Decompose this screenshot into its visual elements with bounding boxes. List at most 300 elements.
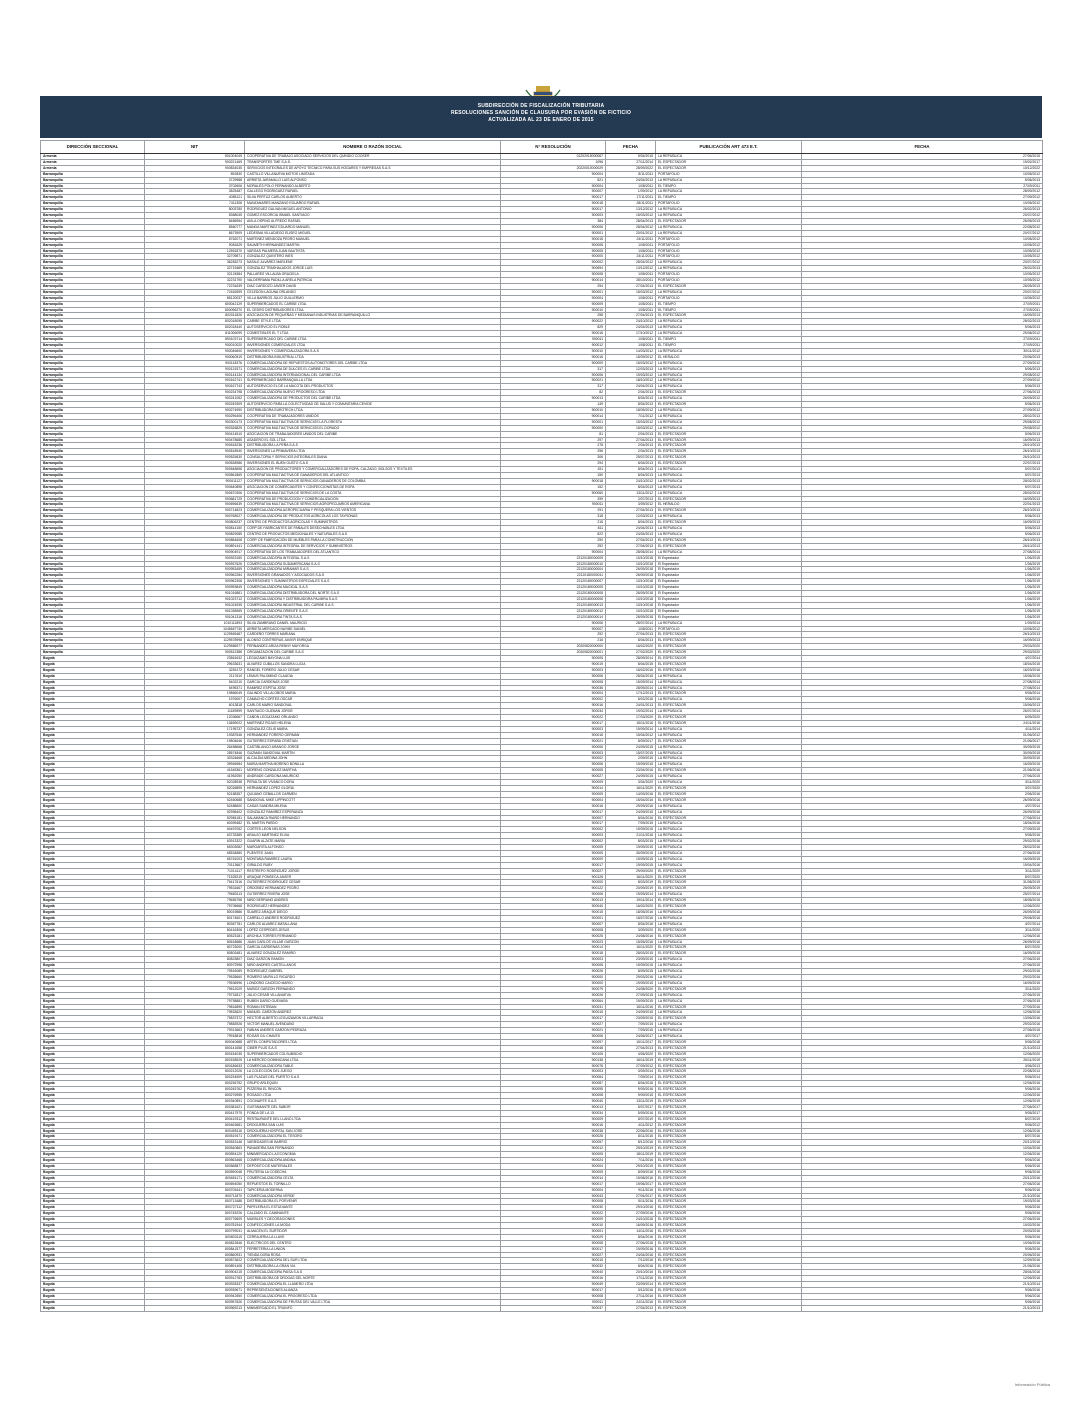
cell-direccion: Bogotá [41,1205,145,1211]
cell-direccion: Bogotá [41,1004,145,1010]
cell-resolucion: 01202015000067 [501,154,606,160]
cell-direccion: Bogotá [41,998,145,1004]
cell-fecha-publicacion: 21/06/2017 [802,738,1043,744]
cell-nit: 800236752 [145,1081,245,1087]
cell-nombre: CASTILLO VILLANUEVA MOTOS LIMITADA [245,171,501,177]
cell-direccion: Barranquilla [41,543,145,549]
cell-resolucion: 900016 [501,703,606,709]
cell-fecha-publicacion: 4/07/2014 [802,921,1043,927]
cell-direccion: Barranquilla [41,431,145,437]
cell-direccion: Bogotá [41,1022,145,1028]
cell-direccion: Bogotá [41,1234,145,1240]
cell-publicacion: LA REPUBLICA [656,177,802,183]
cell-publicacion: EL ESPECTADOR [656,1163,802,1169]
cell-nombre: ALCALDIA MEDINA JOHN [245,756,501,762]
cell-fecha: 8/09/2015 [606,969,656,975]
cell-resolucion: 900005 [501,850,606,856]
cell-direccion: Barranquilla [41,402,145,408]
cell-publicacion: LA REPUBLICA [656,230,802,236]
cell-publicacion: EL ESPECTADOR [656,1104,802,1110]
header-subtitle: RESOLUCIONES SANCIÓN DE CLAUSURA POR EVASIÓN DE FICTICIO [450,110,632,116]
cell-publicacion: EL ESPECTADOR [656,986,802,992]
cell-resolucion: 900002 [501,260,606,266]
cell-direccion: Barranquilla [41,325,145,331]
cell-nombre: CERRAJERIA LA LLAVE [245,1234,501,1240]
cell-direccion: Barranquilla [41,490,145,496]
cell-resolucion: 900002 [501,756,606,762]
cell-direccion: Barranquilla [41,384,145,390]
cell-fecha-publicacion: 1/06/2019 [802,555,1043,561]
cell-fecha: 24/09/2015 [606,744,656,750]
cell-resolucion: 900087 [501,1081,606,1087]
cell-nombre: EL CEDRO DISTRIBUIDORES LTDA. [245,307,501,313]
cell-direccion: Armenia [41,165,145,171]
cell-publicacion: LA REPUBLICA [656,856,802,862]
cell-nombre: LEDESMA VILLADIEGO ELISEO MIGUEL [245,230,501,236]
cell-resolucion: 900008 [501,242,606,248]
cell-publicacion: LA REPUBLICA [656,980,802,986]
cell-nit: 80174601 [145,915,245,921]
cell-fecha: 3/09/2020 [606,927,656,933]
cell-nombre: INVERSIONES LA PRIMAVERA LTDA [245,449,501,455]
cell-publicacion: PORTAFOLIO [656,295,802,301]
cell-nit: 900249309 [145,402,245,408]
cell-fecha-publicacion: 29/08/2012 [802,331,1043,337]
cell-nit: 900131571 [145,366,245,372]
cell-fecha-publicacion: 10/05/2012 [802,272,1043,278]
cell-fecha: 18/10/2012 [606,378,656,384]
cell-fecha: 22/06/2016 [606,1128,656,1134]
cell-direccion: Barranquilla [41,230,145,236]
cell-resolucion: 900017 [501,721,606,727]
cell-nit: 800860931 [145,1252,245,1258]
cell-nombre: GUTIERREZ RIVERA JOSE [245,892,501,898]
cell-nombre: GRUPO ARLEQUÍN [245,1081,501,1087]
cell-direccion: Bogotá [41,1045,145,1051]
cell-direccion: Bogotá [41,874,145,880]
cell-fecha-publicacion: 1/06/2019 [802,567,1043,573]
cell-resolucion: 900006 [501,224,606,230]
cell-nombre: PUENTES JUAN [245,850,501,856]
cell-direccion: Bogotá [41,1087,145,1093]
cell-nombre: SUPERMERCADOS EL CARIBE LTDA. [245,301,501,307]
cell-nombre: INVERSIONES GRANADOS Y ASOCIADOS S.A.S [245,573,501,579]
cell-nombre: INVERSIONES Y COMERCIALIZADORA S.A.S [245,348,501,354]
cell-publicacion: LA REPUBLICA [656,154,802,160]
cell-resolucion: 900003 [501,213,606,219]
cell-nit: 900234798 [145,390,245,396]
cell-nit: 800234509 [145,1075,245,1081]
cell-fecha-publicacion: 29/03/2020 [802,650,1043,656]
cell-fecha: 14/03/2016 [606,791,656,797]
cell-publicacion: LA REPUBLICA [656,750,802,756]
cell-resolucion: 900138 [501,1057,606,1063]
cell-fecha-publicacion: 1/06/2019 [802,561,1043,567]
cell-fecha-publicacion: 26/10/2013 [802,632,1043,638]
cell-resolucion: 900014 [501,945,606,951]
cell-direccion: Barranquilla [41,278,145,284]
cell-nit: 800568877 [145,1163,245,1169]
cell-nombre: GUSTAMANTE DEL SABOR [245,1104,501,1110]
cell-fecha: 24/11/2011 [606,236,656,242]
cell-resolucion: 900006 [501,372,606,378]
cell-direccion: Bogotá [41,1010,145,1016]
cell-direccion: Bogotá [41,980,145,986]
cell-publicacion: EL ESPECTADOR [656,715,802,721]
cell-nombre: CARLOS MARIO SANDOVAL [245,703,501,709]
cell-publicacion: LA REPUBLICA [656,726,802,732]
cell-direccion: Bogotá [41,986,145,992]
cell-fecha-publicacion: 10/02/2016 [802,1223,1043,1229]
cell-nombre: COOPERATIVA MULTIACTIVA DE SERVICIOS EL DORADO [245,425,501,431]
cell-publicacion: EL ESPECTADOR [656,1057,802,1063]
cell-resolucion: 900004 [501,549,606,555]
cell-direccion: Armenia [41,159,145,165]
cell-nombre: PANADERÍA SAN FERNANDO [245,1146,501,1152]
cell-direccion: Bogotá [41,969,145,975]
cell-nit: 79883926 [145,1022,245,1028]
column-header-nombre: NOMBRE O RAZÓN SOCIAL [245,141,501,154]
cell-direccion: Barranquilla [41,272,145,278]
cell-nit: 12036667 [145,715,245,721]
cell-publicacion: LA REPUBLICA [656,892,802,898]
cell-fecha: 19/02/2014 [606,709,656,715]
cell-nit: 800781944 [145,1223,245,1229]
cell-nit: 900814150 [145,526,245,532]
cell-nombre: AUTOSERVICIO EL ROBLE [245,325,501,331]
cell-fecha: 24/04/2013 [606,526,656,532]
cell-resolucion: 294 [501,283,606,289]
cell-nombre: COMERCIALIZADORA DE REPUESTOS AUTOMOTORES DEL CARIBE LTDA [245,360,501,366]
cell-direccion: Armenia [41,154,145,160]
cell-resolucion: 900003 [501,726,606,732]
cell-resolucion: 900006 [501,762,606,768]
cell-nombre: GUARIN ALZATE MARIA [245,839,501,845]
cell-direccion: Bogotá [41,685,145,691]
cell-nombre: MANUEL GARZON ANDREZ [245,1010,501,1016]
cell-publicacion: LA REPUBLICA [656,1022,802,1028]
cell-resolucion: 150 [501,472,606,478]
cell-publicacion: PORTAFOLIO [656,626,802,632]
cell-nombre: GOMEZ ESCORCIA ISMAEL SANTIAGO [245,213,501,219]
cell-fecha-publicacion: 3/07/2020 [802,785,1043,791]
cell-resolucion: 900022 [501,319,606,325]
cell-fecha: 9/09/2015 [606,1093,656,1099]
cell-publicacion: EL ESPECTADOR [656,1246,802,1252]
cell-direccion: Barranquilla [41,591,145,597]
cell-resolucion: 900017 [501,821,606,827]
cell-nit: 800590048 [145,1169,245,1175]
cell-publicacion: EL ESPECTADOR [656,927,802,933]
cell-nombre: COOPERATIVA MULTIACTIVA DE SERVICIOS AGROPECUARIOS AMERICANA [245,502,501,508]
cell-resolucion: 290 [501,537,606,543]
cell-nombre: ELECTRICOS DEL CENTRO [245,1240,501,1246]
cell-fecha-publicacion: 3/11/2020 [802,986,1043,992]
cell-publicacion: EL ESPECTADOR [656,785,802,791]
cell-nombre: MARTINEZ ROJAS HELENA [245,721,501,727]
cell-fecha-publicacion: 27/06/2015 [802,998,1043,1004]
cell-direccion: Bogotá [41,697,145,703]
cell-nombre: JUAN CARLOS VILLAR GARZON [245,939,501,945]
cell-fecha-publicacion: 5/06/2013 [802,514,1043,520]
cell-nombre: AVILA OSPINO ALFREDO RAFAEL [245,218,501,224]
cell-nit: 80723000 [145,945,245,951]
cell-publicacion: EL ESPECTADOR [656,815,802,821]
cell-publicacion: EL ESPECTADOR [656,449,802,455]
cell-direccion: Barranquilla [41,620,145,626]
cell-publicacion: El Espectador [656,608,802,614]
cell-direccion: Bogotá [41,1110,145,1116]
cell-resolucion: 900038 [501,1128,606,1134]
cell-publicacion: PORTAFOLIO [656,236,802,242]
cell-direccion: Bogotá [41,1252,145,1258]
cell-fecha-publicacion: 27/08/2014 [802,685,1043,691]
cell-nit: 900937626 [145,561,245,567]
cell-direccion: Bogotá [41,1128,145,1134]
cell-nit: 800340891 [145,1099,245,1105]
cell-fecha-publicacion: 8/07/2020 [802,945,1043,951]
cell-resolucion: 22120180000011 [501,573,606,579]
cell-resolucion: 900009 [501,301,606,307]
cell-nit: 900768027 [145,514,245,520]
cell-direccion: Barranquilla [41,608,145,614]
cell-fecha: 19/09/2015 [606,845,656,851]
cell-publicacion: LA REPUBLICA [656,360,802,366]
cell-fecha-publicacion: 9/06/2016 [802,1211,1043,1217]
cell-direccion: Bogotá [41,756,145,762]
cell-direccion: Bogotá [41,780,145,786]
cell-direccion: Barranquilla [41,372,145,378]
cell-publicacion: EL ESPECTADOR [656,904,802,910]
cell-nombre: DISTRIBUIDORA EL PORVENIR [245,1199,501,1205]
cell-fecha-publicacion: 27/06/2014 [802,815,1043,821]
cell-direccion: Bogotá [41,974,145,980]
cell-publicacion: EL ESPECTADOR [656,1234,802,1240]
cell-direccion: Barranquilla [41,195,145,201]
cell-direccion: Bogotá [41,1175,145,1181]
cell-nombre: RAMIREZ ESPITIA JOSE [245,685,501,691]
cell-direccion: Bogotá [41,1099,145,1105]
cell-direccion: Bogotá [41,1270,145,1276]
cell-nombre: PAPELERIA EL ESTUDIANTE [245,1205,501,1211]
cell-fecha: 19/09/2015 [606,980,656,986]
cell-nit: 32719489 [145,266,245,272]
table-header-row [41,141,1043,154]
cell-nit: 800776609 [145,1217,245,1223]
cell-fecha-publicacion: 9/06/2016 [802,1246,1043,1252]
cell-fecha-publicacion: 19/02/2017 [802,159,1043,165]
cell-fecha: 15/04/2016 [606,797,656,803]
cell-fecha-publicacion: 27/09/2011 [802,183,1043,189]
cell-publicacion: LA REPUBLICA [656,266,802,272]
cell-direccion: Bogotá [41,1299,145,1305]
cell-resolucion: 22120180000013 [501,602,606,608]
cell-nombre: COMERCIALIZADORA TINTA S.A.S [245,614,501,620]
cell-fecha: 1/08/2011 [606,337,656,343]
cell-direccion: Bogotá [41,768,145,774]
cell-resolucion: 900002 [501,827,606,833]
cell-direccion: Bogotá [41,1163,145,1169]
cell-nombre: ASOCIACION DE PRODUCTORES Y COMERCIALIZADORES DE ROPA, CALZADO, BOLSOS Y TEXTILES [245,467,501,473]
cell-resolucion: 152 [501,484,606,490]
cell-nombre: AUTOSERVICIO PARA LA COLECTIVIDAD DE SALUD Y COMUNITARIA CEVIDE [245,402,501,408]
cell-fecha: 20/09/2019 [606,886,656,892]
cell-nit: 52026895 [145,785,245,791]
cell-nit: 900806237 [145,520,245,526]
cell-nombre: GUTIERREZ ESPAÑA CRISTIAN [245,738,501,744]
cell-nombre: COMERCIALIZADORA INTERNACIONAL DEL CARIBE LTDA [245,372,501,378]
cell-resolucion: 900021 [501,1028,606,1034]
cell-nombre: COMERCIALIZADORA DE FRUTAS DEL VALLE LTDA [245,1299,501,1305]
cell-publicacion: EL ESPECTADOR [656,868,802,874]
cell-fecha: 29/10/2016 [606,1205,656,1211]
cell-nombre: COOPERATIVA DE PRODUCCION Y COMERCIALIZACION [245,496,501,502]
cell-fecha: 28/05/2014 [606,549,656,555]
cell-nit: 802018095 [145,319,245,325]
cell-fecha: 9/11/2016 [606,1187,656,1193]
cell-resolucion: 900009 [501,856,606,862]
cell-publicacion: EL ESPECTADOR [656,1075,802,1081]
cell-resolucion: 900040 [501,1270,606,1276]
cell-resolucion: 900097 [501,1039,606,1045]
cell-nit: 800419312 [145,1116,245,1122]
column-header-resolucion: N° RESOLUCIÓN [501,141,606,154]
cell-nombre: JULIO CESAR VILLANUEVA [245,992,501,998]
cell-nombre: DISTRIBUIDORA LA GRAN VIA [245,1264,501,1270]
cell-nombre: SUPERMERCADO BARRANQUILLA LTDA [245,378,501,384]
cell-publicacion: LA REPUBLICA [656,1034,802,1040]
cell-nombre: SAUMETH HERNANDEZ MARTIN [245,242,501,248]
cell-direccion: Barranquilla [41,419,145,425]
cell-nit: 52488600 [145,803,245,809]
cell-publicacion: LA REPUBLICA [656,992,802,998]
cell-publicacion: LA REPUBLICA [656,850,802,856]
cell-nit: 800158525 [145,1057,245,1063]
cell-resolucion: 900015 [501,910,606,916]
cell-nombre: COOPERATIVA DE TRABAJADORES UNIDOS [245,413,501,419]
cell-nombre: NIÑO SERRANO ANDRES [245,898,501,904]
cell-direccion: Bogotá [41,1057,145,1063]
cell-nombre: COMERCIALIZADORA DEL SUR LTDA [245,1258,501,1264]
cell-fecha: 19/09/2015 [606,998,656,1004]
cell-nombre: VARGAS PALMERA JUAN BAUTISTA [245,248,501,254]
cell-nombre: CENTRO DE PRODUCTOS AGRICOLAS Y SUMINISTROS [245,520,501,526]
cell-direccion: Bogotá [41,815,145,821]
cell-fecha: 8/04/2016 [606,1234,656,1240]
cell-nombre: LONDOÑO CAICEDO MARIO [245,980,501,986]
cell-nombre: COMERCIALIZADORA MAGICAL S.A.S [245,585,501,591]
cell-nit: 80972998 [145,963,245,969]
cell-fecha-publicacion: 15/06/2015 [802,673,1043,679]
cell-publicacion: EL ESPECTADOR [656,461,802,467]
cell-fecha: 8/04/2016 [606,1264,656,1270]
cell-publicacion: EL ESPECTADOR [656,1175,802,1181]
cell-nombre: INVERSIONES EL BUEN GUSTO S.A.S [245,461,501,467]
cell-nombre: CENTRO DE PRODUCTOS MEDICINALES Y NATURALES S.A.S [245,532,501,538]
cell-fecha: 10/10/2018 [606,596,656,602]
cell-nombre: INVERSIONES Y SUMINISTROS ESPECIALES S.A.S [245,579,501,585]
cell-direccion: Bogotá [41,703,145,709]
cell-direccion: Barranquilla [41,502,145,508]
cell-fecha: 13/11/2012 [606,490,656,496]
cell-publicacion: EL ESPECTADOR [656,437,802,443]
cell-nombre: DROGUERÍA HOSPITAL SAN JOSE [245,1128,501,1134]
cell-nombre: FABIAN ANDRES GARZON PEDRAZA [245,1028,501,1034]
cell-publicacion: LA REPUBLICA [656,762,802,768]
cell-nombre: LAS PLAZAS DEL PUERTO S.A.S [245,1075,501,1081]
cell-fecha: 15/03/2012 [606,419,656,425]
cell-nit: 8486954 [145,218,245,224]
cell-direccion: Barranquilla [41,425,145,431]
cell-nit: 3729988 [145,177,245,183]
cell-fecha: 8/09/2017 [606,738,656,744]
cell-nit: 80823807 [145,957,245,963]
cell-fecha: 1/09/2012 [606,189,656,195]
cell-publicacion: LA REPUBLICA [656,224,802,230]
cell-publicacion: EL ESPECTADOR [656,537,802,543]
cell-publicacion: LA REPUBLICA [656,526,802,532]
cell-direccion: Bogotá [41,667,145,673]
cell-fecha: 24/10/2012 [606,478,656,484]
cell-nombre: MORENO GONZALEZ MARTHA [245,768,501,774]
cell-publicacion: LA REPUBLICA [656,998,802,1004]
cell-nit: 80618686 [145,939,245,945]
cell-nombre: DISTRIBUIDORA EUROTECH LTDA [245,407,501,413]
cell-fecha-publicacion: 20/12/2016 [802,1140,1043,1146]
cell-nit: 1129578998 [145,638,245,644]
cell-nombre: NATALE ALVAREZ MARLENE [245,260,501,266]
cell-direccion: Barranquilla [41,189,145,195]
cell-fecha-publicacion: 21/10/2016 [802,1193,1043,1199]
cell-nit: 900518236 [145,443,245,449]
cell-fecha-publicacion: 10/05/2012 [802,242,1043,248]
cell-nombre: CONFECCIONES LA MODA [245,1223,501,1229]
cell-resolucion: 900002 [501,697,606,703]
cell-nombre: MINIMERCADO EL TRIUNFO [245,1305,501,1311]
cell-direccion: Bogotá [41,1181,145,1187]
cell-resolucion: 900016 [501,1122,606,1128]
cell-direccion: Barranquilla [41,301,145,307]
cell-resolucion: 900036 [501,685,606,691]
cell-resolucion: 900022 [501,1211,606,1217]
cell-fecha: 10/10/2018 [606,555,656,561]
cell-fecha: 24/08/2020 [606,986,656,992]
cell-nombre: CARDEÑO TORRES MARIANA [245,632,501,638]
cell-direccion: Bogotá [41,1081,145,1087]
cell-nit: 900640898 [145,484,245,490]
cell-nombre: COMESTIBLES EL T LTDA [245,331,501,337]
cell-direccion: Barranquilla [41,478,145,484]
cell-resolucion: 900025 [501,933,606,939]
cell-publicacion: LA REPUBLICA [656,331,802,337]
cell-nit: 79731817 [145,992,245,998]
cell-nit: 800904215 [145,1270,245,1276]
cell-fecha-publicacion: 9/06/2016 [802,1158,1043,1164]
cell-nit: 900162741 [145,378,245,384]
cell-fecha-publicacion: 27/09/2012 [802,407,1043,413]
cell-fecha: 24/01/2013 [606,703,656,709]
cell-resolucion: 900105 [501,1051,606,1057]
cell-fecha: 24/11/2011 [606,254,656,260]
cell-fecha: 5/11/2016 [606,1199,656,1205]
cell-fecha: 2/09/2015 [606,756,656,762]
cell-fecha: 19/09/2014 [606,892,656,898]
cell-resolucion: 900008 [501,272,606,278]
cell-resolucion: 900122 [501,886,606,892]
cell-fecha: 27/06/2016 [606,1240,656,1246]
cell-nombre: ANDRADE CARDONA MAURICIO [245,774,501,780]
cell-nombre: COMERCIALIZADORA CELTA [245,1175,501,1181]
